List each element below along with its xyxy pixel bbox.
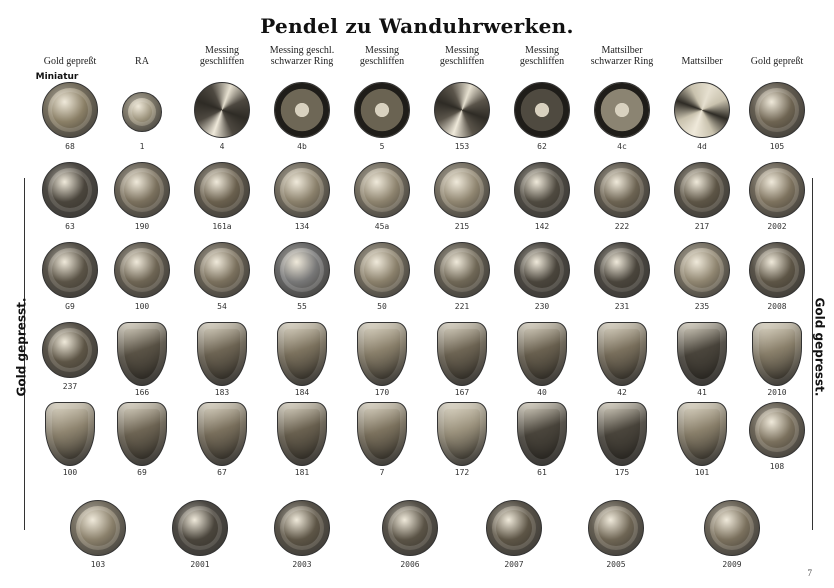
column-header xyxy=(260,45,344,67)
pendulum-item xyxy=(735,76,819,160)
column-header xyxy=(340,45,424,67)
pendulum-number: 217 xyxy=(694,222,710,231)
column-header-line: geschliffen xyxy=(199,56,245,67)
pendulum-round-image xyxy=(42,162,98,218)
column-header-line: Mattsilber xyxy=(681,56,723,67)
column-header-line: Gold gepreßt xyxy=(750,56,804,67)
pendulum-round-image xyxy=(172,500,228,556)
pendulum-item xyxy=(735,396,819,480)
pendulum-number: 190 xyxy=(134,222,150,231)
pendulum-item xyxy=(180,396,264,480)
column-header-line: Mattsilber xyxy=(601,45,643,56)
pendulum-item xyxy=(500,396,584,480)
pendulum-item xyxy=(368,494,452,578)
pendulum-number: 100 xyxy=(134,302,150,311)
pendulum-item xyxy=(100,316,184,400)
pendulum-round-image xyxy=(274,82,330,138)
column-header xyxy=(735,56,819,67)
pendulum-shield-image xyxy=(677,322,727,386)
column-header-line: Messing geschl. xyxy=(269,45,335,56)
pendulum-round-image xyxy=(486,500,542,556)
pendulum-item xyxy=(472,494,556,578)
pendulum-shield-image xyxy=(517,402,567,466)
pendulum-number: 45a xyxy=(374,222,390,231)
pendulum-round-image xyxy=(749,82,805,138)
pendulum-number: 2006 xyxy=(400,560,420,569)
miniatur-label: Miniatur xyxy=(35,72,79,82)
pendulum-shield-image xyxy=(197,402,247,466)
pendulum-number: 181 xyxy=(294,468,310,477)
pendulum-number: 161a xyxy=(212,222,232,231)
pendulum-item xyxy=(580,76,664,160)
pendulum-number: 54 xyxy=(217,302,227,311)
pendulum-item xyxy=(260,76,344,160)
pendulum-round-image xyxy=(514,242,570,298)
pendulum-shield-image xyxy=(357,322,407,386)
pendulum-number: 2009 xyxy=(722,560,742,569)
pendulum-round-image xyxy=(194,162,250,218)
pendulum-round-image xyxy=(42,82,98,138)
pendulum-item xyxy=(260,494,344,578)
pendulum-item xyxy=(690,494,774,578)
pendulum-number: 7 xyxy=(379,468,385,477)
pendulum-shield-image xyxy=(277,402,327,466)
pendulum-round-image xyxy=(514,82,570,138)
pendulum-round-image xyxy=(274,500,330,556)
pendulum-shield-image xyxy=(597,402,647,466)
pendulum-shield-image xyxy=(197,322,247,386)
column-header xyxy=(420,45,504,67)
pendulum-number: G9 xyxy=(65,302,75,311)
pendulum-round-image xyxy=(514,162,570,218)
pendulum-item xyxy=(340,156,424,240)
pendulum-item xyxy=(260,236,344,320)
column-header-line: Messing xyxy=(365,45,399,56)
pendulum-item xyxy=(580,396,664,480)
pendulum-item xyxy=(180,156,264,240)
pendulum-shield-image xyxy=(517,322,567,386)
pendulum-item xyxy=(660,396,744,480)
pendulum-round-image xyxy=(704,500,760,556)
pendulum-item xyxy=(580,316,664,400)
pendulum-item xyxy=(580,236,664,320)
pendulum-round-image xyxy=(594,82,650,138)
pendulum-number: 108 xyxy=(769,462,785,471)
column-header xyxy=(580,45,664,67)
pendulum-round-image xyxy=(70,500,126,556)
pendulum-number: 2007 xyxy=(504,560,524,569)
pendulum-number: 2008 xyxy=(767,302,787,311)
pendulum-item xyxy=(260,316,344,400)
pendulum-number: 103 xyxy=(90,560,106,569)
pendulum-number: 4b xyxy=(297,142,307,151)
column-header-line: schwarzer Ring xyxy=(590,56,654,67)
pendulum-item xyxy=(260,156,344,240)
pendulum-number: 62 xyxy=(537,142,547,151)
pendulum-item xyxy=(340,316,424,400)
pendulum-number: 69 xyxy=(137,468,147,477)
pendulum-number: 5 xyxy=(379,142,385,151)
pendulum-item xyxy=(735,236,819,320)
pendulum-item xyxy=(420,316,504,400)
pendulum-round-image xyxy=(749,162,805,218)
pendulum-shield-image xyxy=(752,322,802,386)
pendulum-round-image xyxy=(594,242,650,298)
pendulum-round-image xyxy=(274,242,330,298)
pendulum-shield-image xyxy=(117,322,167,386)
pendulum-item xyxy=(660,236,744,320)
pendulum-item xyxy=(500,156,584,240)
pendulum-item xyxy=(580,156,664,240)
pendulum-item xyxy=(420,396,504,480)
pendulum-round-image xyxy=(114,162,170,218)
pendulum-shield-image xyxy=(437,402,487,466)
pendulum-item xyxy=(158,494,242,578)
pendulum-number: 105 xyxy=(769,142,785,151)
pendulum-number: 230 xyxy=(534,302,550,311)
pendulum-item xyxy=(180,236,264,320)
pendulum-number: 2003 xyxy=(292,560,312,569)
pendulum-item xyxy=(500,236,584,320)
column-header-line: geschliffen xyxy=(359,56,405,67)
pendulum-number: 4c xyxy=(617,142,627,151)
pendulum-number: 2002 xyxy=(767,222,787,231)
pendulum-number: 61 xyxy=(537,468,547,477)
pendulum-round-image xyxy=(749,242,805,298)
pendulum-number: 100 xyxy=(62,468,78,477)
pendulum-item xyxy=(660,156,744,240)
pendulum-round-image xyxy=(749,402,805,458)
pendulum-number: 175 xyxy=(614,468,630,477)
pendulum-number: 67 xyxy=(217,468,227,477)
column-header-line: Messing xyxy=(525,45,559,56)
column-header-line: Gold gepreßt xyxy=(43,56,97,67)
pendulum-item xyxy=(660,76,744,160)
pendulum-round-image xyxy=(588,500,644,556)
pendulum-number: 4d xyxy=(697,142,707,151)
pendulum-item xyxy=(260,396,344,480)
pendulum-number: 2005 xyxy=(606,560,626,569)
page-number: 7 xyxy=(807,568,812,578)
pendulum-number: 172 xyxy=(454,468,470,477)
right-side-label: Gold gepresst. xyxy=(812,297,827,397)
pendulum-number: 63 xyxy=(65,222,75,231)
pendulum-round-image xyxy=(674,162,730,218)
pendulum-number: 221 xyxy=(454,302,470,311)
pendulum-number: 235 xyxy=(694,302,710,311)
pendulum-number: 2010 xyxy=(767,388,787,397)
pendulum-item xyxy=(100,76,184,160)
pendulum-number: 142 xyxy=(534,222,550,231)
pendulum-round-image xyxy=(114,242,170,298)
pendulum-number: 215 xyxy=(454,222,470,231)
pendulum-round-image xyxy=(122,92,162,132)
pendulum-item xyxy=(56,494,140,578)
column-header xyxy=(660,56,744,67)
pendulum-number: 167 xyxy=(454,388,470,397)
pendulum-round-image xyxy=(674,82,730,138)
pendulum-item xyxy=(100,236,184,320)
column-header-line: Messing xyxy=(445,45,479,56)
pendulum-round-image xyxy=(42,242,98,298)
pendulum-number: 1 xyxy=(139,142,145,151)
pendulum-number: 4 xyxy=(219,142,225,151)
pendulum-shield-image xyxy=(277,322,327,386)
pendulum-item xyxy=(420,156,504,240)
pendulum-item xyxy=(420,236,504,320)
pendulum-round-image xyxy=(42,322,98,378)
pendulum-number: 55 xyxy=(297,302,307,311)
pendulum-item xyxy=(420,76,504,160)
pendulum-number: 222 xyxy=(614,222,630,231)
pendulum-number: 170 xyxy=(374,388,390,397)
pendulum-shield-image xyxy=(45,402,95,466)
pendulum-number: 40 xyxy=(537,388,547,397)
pendulum-round-image xyxy=(434,82,490,138)
pendulum-round-image xyxy=(434,162,490,218)
pendulum-item xyxy=(500,316,584,400)
pendulum-number: 101 xyxy=(694,468,710,477)
column-header xyxy=(100,56,184,67)
pendulum-number: 231 xyxy=(614,302,630,311)
pendulum-number: 184 xyxy=(294,388,310,397)
column-header-line: schwarzer Ring xyxy=(270,56,334,67)
pendulum-round-image xyxy=(382,500,438,556)
pendulum-item xyxy=(180,76,264,160)
column-header-line: geschliffen xyxy=(439,56,485,67)
pendulum-item xyxy=(735,156,819,240)
column-header-line: RA xyxy=(135,56,149,67)
pendulum-number: 68 xyxy=(65,142,75,151)
pendulum-item xyxy=(100,156,184,240)
page-title: Pendel zu Wanduhrwerken. xyxy=(260,14,574,38)
pendulum-item xyxy=(500,76,584,160)
column-header-line: Messing xyxy=(205,45,239,56)
pendulum-item xyxy=(574,494,658,578)
pendulum-number: 134 xyxy=(294,222,310,231)
pendulum-round-image xyxy=(594,162,650,218)
pendulum-item xyxy=(340,76,424,160)
pendulum-round-image xyxy=(354,82,410,138)
pendulum-item xyxy=(340,396,424,480)
pendulum-number: 166 xyxy=(134,388,150,397)
pendulum-round-image xyxy=(434,242,490,298)
pendulum-round-image xyxy=(194,242,250,298)
column-header xyxy=(500,45,584,67)
pendulum-shield-image xyxy=(117,402,167,466)
pendulum-round-image xyxy=(274,162,330,218)
pendulum-number: 237 xyxy=(62,382,78,391)
pendulum-number: 2001 xyxy=(190,560,210,569)
pendulum-item xyxy=(340,236,424,320)
pendulum-shield-image xyxy=(437,322,487,386)
pendulum-round-image xyxy=(354,162,410,218)
pendulum-shield-image xyxy=(677,402,727,466)
pendulum-round-image xyxy=(674,242,730,298)
column-header xyxy=(180,45,264,67)
pendulum-round-image xyxy=(194,82,250,138)
pendulum-number: 50 xyxy=(377,302,387,311)
column-header-line: geschliffen xyxy=(519,56,565,67)
pendulum-item xyxy=(180,316,264,400)
pendulum-number: 42 xyxy=(617,388,627,397)
pendulum-round-image xyxy=(354,242,410,298)
left-side-label: Gold gepresst. xyxy=(14,297,29,397)
pendulum-number: 183 xyxy=(214,388,230,397)
pendulum-number: 153 xyxy=(454,142,470,151)
pendulum-number: 41 xyxy=(697,388,707,397)
pendulum-item xyxy=(100,396,184,480)
pendulum-shield-image xyxy=(597,322,647,386)
pendulum-item xyxy=(735,316,819,400)
pendulum-shield-image xyxy=(357,402,407,466)
pendulum-item xyxy=(660,316,744,400)
